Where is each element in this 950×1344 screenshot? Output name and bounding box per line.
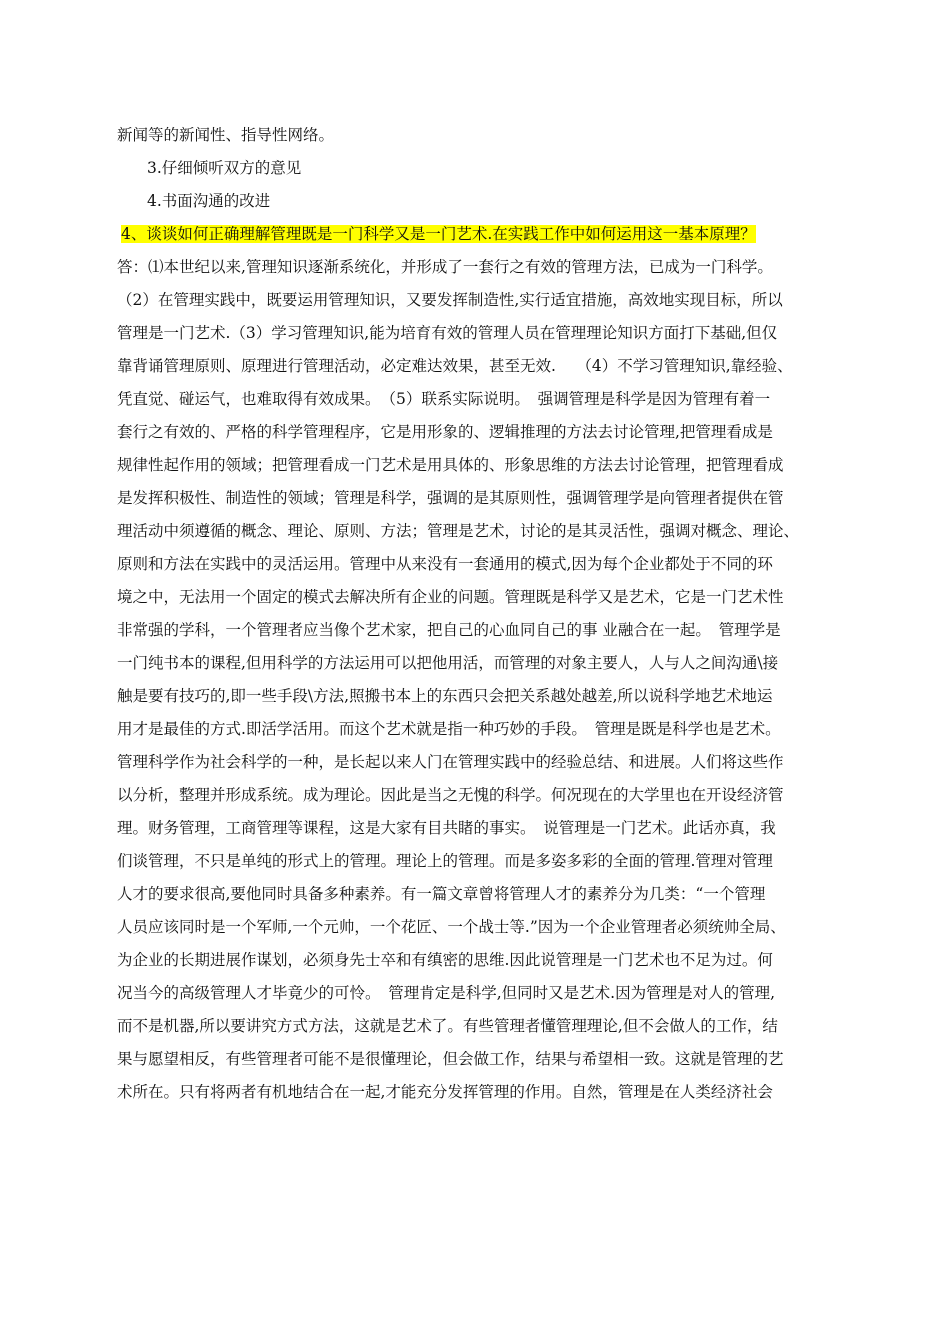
text-line: 理活动中须遵循的概念、理论、原则、方法；管理是艺术，讨论的是其灵活性，强调对概念、理论、 — [117, 522, 800, 540]
text-line: 套行之有效的、严格的科学管理程序，它是用形象的、逻辑推理的方法去讨论管理,把管理看成是 — [117, 423, 773, 441]
text-line: 靠背诵管理原则、原理进行管理活动，必定难达效果，甚至无效. （4）不学习管理知识,靠经验、 — [117, 357, 793, 375]
list-item-3: 3.仔细倾听双方的意见 — [147, 159, 302, 177]
text-line: 原则和方法在实践中的灵活运用。管理中从来没有一套通用的模式,因为每个企业都处于不同的环 — [117, 555, 773, 573]
text-line: （2）在管理实践中，既要运用管理知识，又要发挥制造性,实行适宜措施，高效地实现目标，所以 — [117, 291, 783, 309]
text-line: 境之中，无法用一个固定的模式去解决所有企业的问题。管理既是科学又是艺术，它是一门艺术性 — [117, 588, 784, 606]
text-line: 理。财务管理，工商管理等课程，这是大家有目共睹的事实。 说管理是一门艺术。此话亦真，我 — [117, 819, 776, 837]
question-heading — [117, 218, 847, 251]
text-line: 一门纯书本的课程,但用科学的方法运用可以把他用活，而管理的对象主要人，人与人之间沟通\接 — [117, 654, 779, 672]
text-line: 规律性起作用的领域；把管理看成一门艺术是用具体的、形象思维的方法去讨论管理，把管理看成 — [117, 456, 784, 474]
text-line: 凭直觉、碰运气，也难取得有效成果。 （5）联系实际说明。 强调管理是科学是因为管理有着一 — [117, 390, 771, 408]
text-line: 用才是最佳的方式.即活学活用。而这个艺术就是指一种巧妙的手段。 管理是既是科学也是艺术。 — [117, 720, 781, 738]
text-line: 况当今的高级管理人才毕竟少的可怜。 管理肯定是科学,但同时又是艺术.因为管理是对人的管理, — [117, 984, 776, 1002]
list-item-4: 4.书面沟通的改进 — [147, 192, 271, 210]
text-line: 以分析，整理并形成系统。成为理论。因此是当之无愧的科学。何况现在的大学里也在开设经济管 — [117, 786, 784, 804]
text-line: 果与愿望相反，有些管理者可能不是很懂理论，但会做工作，结果与希望相一致。这就是管理的艺 — [117, 1050, 784, 1068]
text-line: 人员应该同时是一个军师,一个元帅，一个花匠、一个战士等.”因为一个企业管理者必须统帅全局、 — [117, 918, 786, 936]
text-line: 们谈管理，不只是单纯的形式上的管理。理论上的管理。而是多姿多彩的全面的管理.管理对管理 — [117, 852, 773, 870]
text-line: 触是要有技巧的,即一些手段\方法,照搬书本上的东西只会把关系越处越差,所以说科学地艺术地运 — [117, 687, 773, 705]
text-line: 非常强的学科，一个管理者应当像个艺术家，把自己的心血同自己的事 业融合在一起。 管理学是 — [117, 621, 781, 639]
text-line: 人才的要求很高,要他同时具备多种素养。有一篇文章曾将管理人才的素养分为几类：“一个管理 — [117, 885, 766, 903]
text-line: 新闻等的新闻性、指导性网络。 — [117, 126, 335, 144]
text-line: 术所在。只有将两者有机地结合在一起,才能充分发挥管理的作用。自然，管理是在人类经济社会 — [117, 1083, 773, 1101]
text-line: 为企业的长期进展作谋划，必须身先士卒和有缜密的思维.因此说管理是一门艺术也不足为过。何 — [117, 951, 773, 969]
answer-line: 答：⑴本世纪以来,管理知识逐渐系统化，并形成了一套行之有效的管理方法，已成为一门科学。 — [117, 258, 773, 276]
text-line: 管理科学作为社会科学的一种，是长起以来人门在管理实践中的经验总结、和进展。人们将这些作 — [117, 753, 784, 771]
text-line: 而不是机器,所以要讲究方式方法，这就是艺术了。有些管理者懂管理理论,但不会做人的工作，结 — [117, 1017, 778, 1035]
text-line: 是发挥积极性、制造性的领域；管理是科学，强调的是其原则性，强调管理学是向管理者提供在管 — [117, 489, 784, 507]
text-line: 管理是一门艺术.（3）学习管理知识,能为培育有效的管理人员在管理理论知识方面打下基础,但仅 — [117, 324, 778, 342]
highlighted-question: 4、谈谈如何正确理解管理既是一门科学又是一门艺术.在实践工作中如何运用这一基本原理？ — [121, 225, 756, 243]
document-body — [117, 119, 847, 1109]
